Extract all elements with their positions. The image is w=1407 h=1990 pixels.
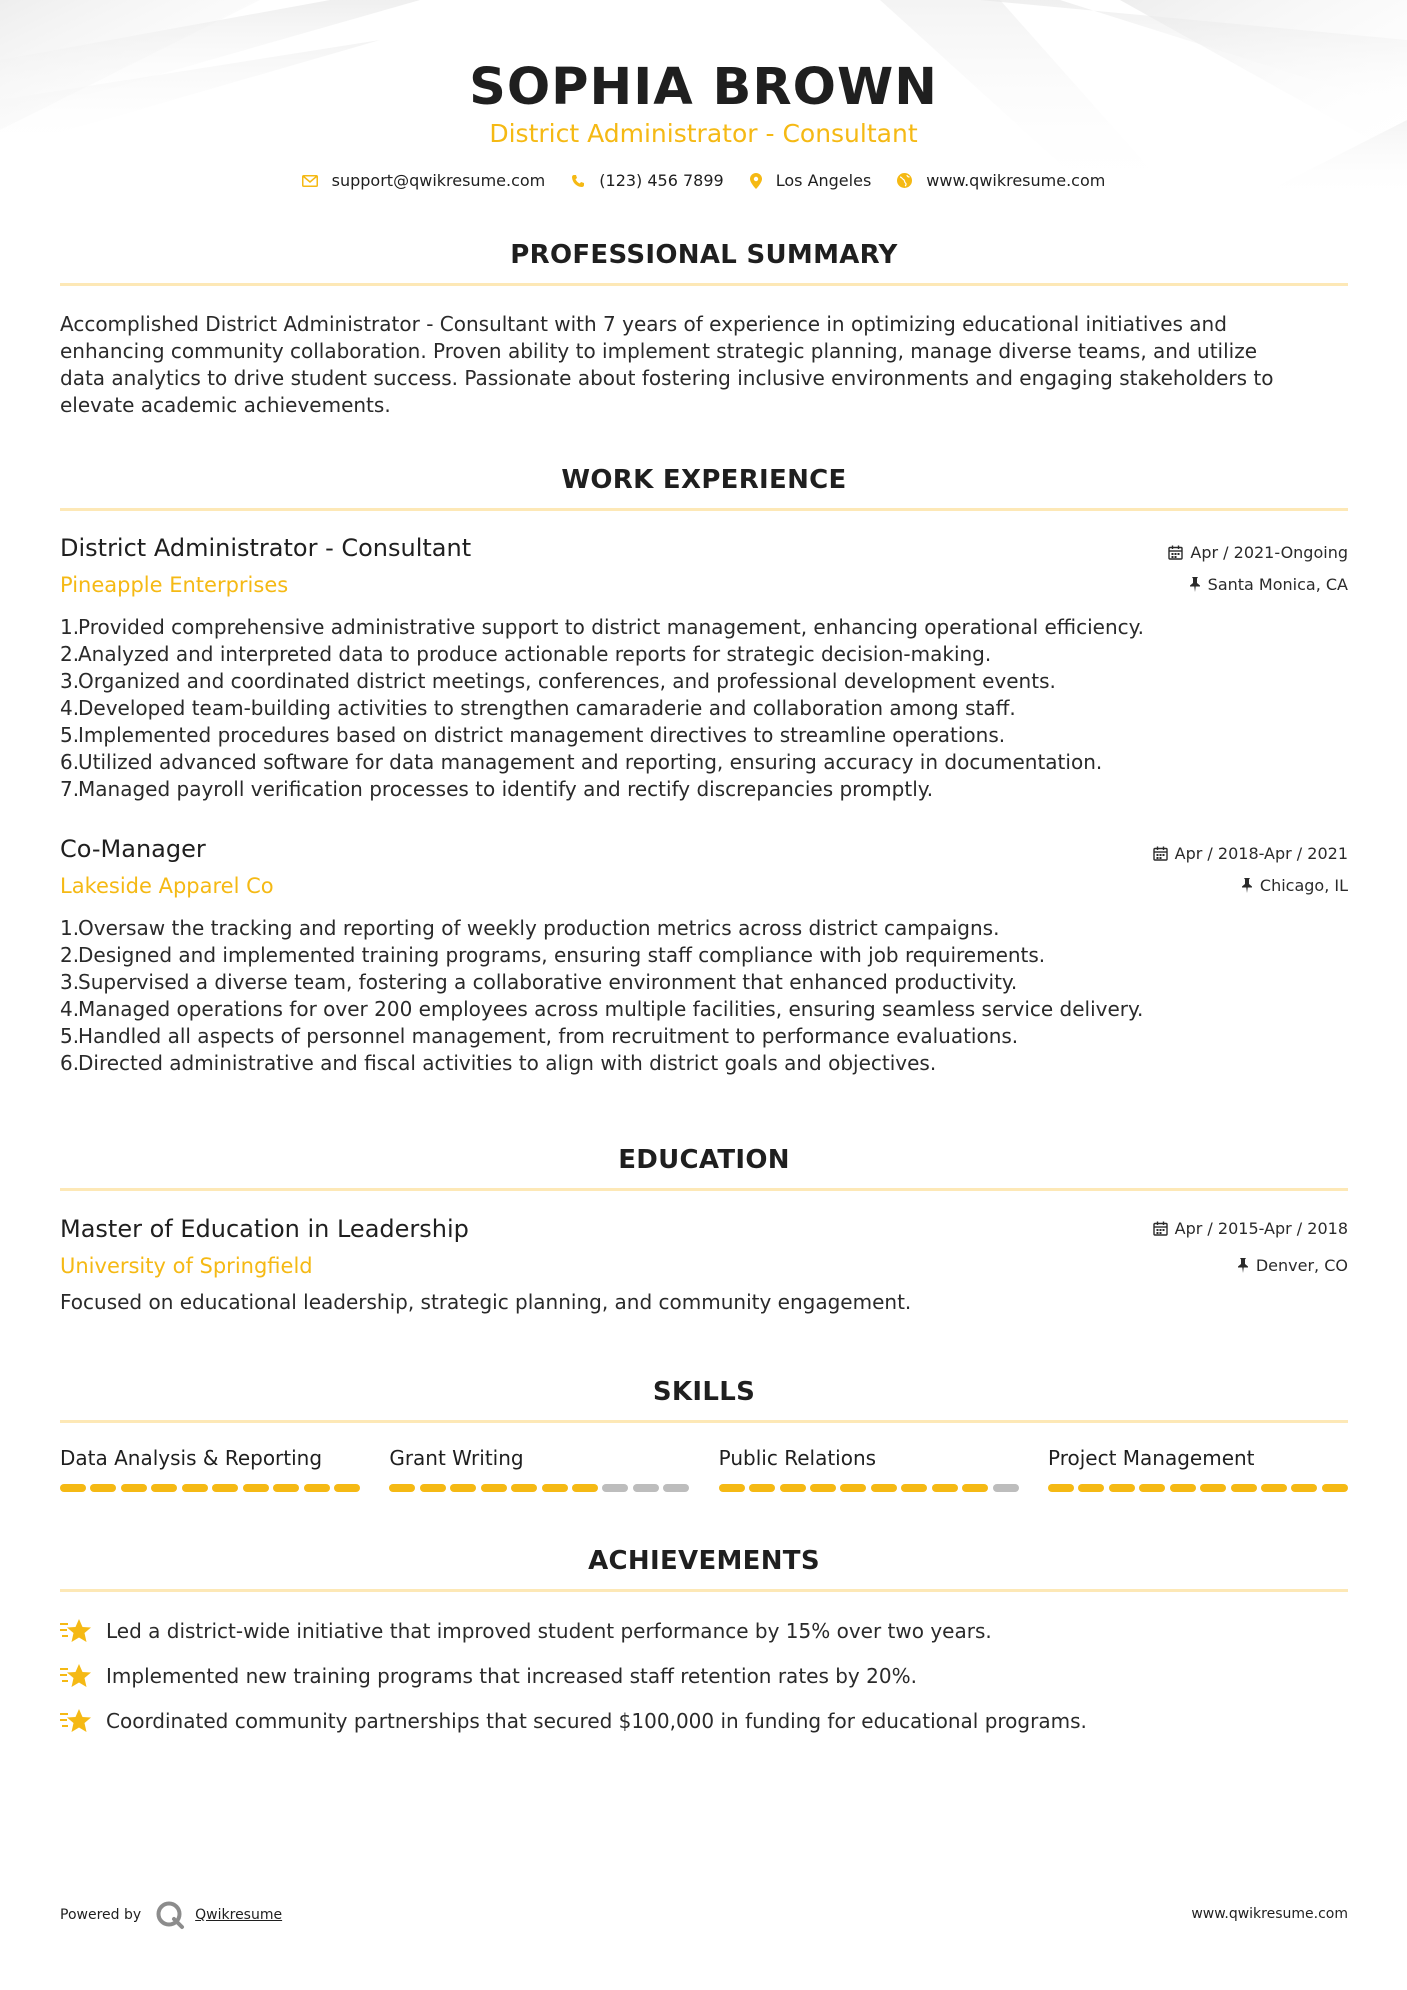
skill-dot-empty xyxy=(993,1484,1019,1492)
section-title-education: EDUCATION xyxy=(618,1145,790,1175)
skill-dot-filled xyxy=(151,1484,177,1492)
skill-dot-filled xyxy=(182,1484,208,1492)
skill-dot-filled xyxy=(719,1484,745,1492)
skill-dot-filled xyxy=(901,1484,927,1492)
list-item: 4. Developed team-building activities to strengthen camaraderie and collaboration among staff. xyxy=(60,696,1016,720)
brand-link[interactable]: Qwikresume xyxy=(195,1907,283,1923)
contact-phone[interactable] xyxy=(571,171,723,190)
achievement-item xyxy=(60,1707,1348,1735)
skill-dot-filled xyxy=(481,1484,507,1492)
bullet-text: Provided comprehensive administrative support to district management, enhancing operational efficiency. xyxy=(78,615,1144,639)
education-date xyxy=(1153,1219,1348,1238)
list-item: 1. Provided comprehensive administrative support to district management, enhancing operational efficiency. xyxy=(60,615,1144,639)
skills-row xyxy=(60,1446,1348,1492)
bullet-text: Managed payroll verification processes to identify and rectify discrepancies promptly. xyxy=(78,777,934,801)
skill-dot-filled xyxy=(420,1484,446,1492)
skill-dot-filled xyxy=(1170,1484,1196,1492)
education-location xyxy=(1237,1256,1348,1275)
skill-dot-filled xyxy=(749,1484,775,1492)
job-date xyxy=(1168,543,1348,562)
summary-line: Accomplished District Administrator - Consultant with 7 years of experience in optimizing educational initiatives and xyxy=(60,312,1227,336)
qwikresume-logo-icon xyxy=(155,1900,185,1930)
list-item: 2. Analyzed and interpreted data to produce actionable reports for strategic decision-making. xyxy=(60,642,992,666)
skill-dot-filled xyxy=(1109,1484,1135,1492)
job-bullet-list xyxy=(60,915,1348,1077)
education-description: Focused on educational leadership, strategic planning, and community engagement. xyxy=(60,1290,912,1314)
skill-dot-filled xyxy=(572,1484,598,1492)
education-location-text: Denver, CO xyxy=(1255,1256,1348,1275)
bullet-text: Designed and implemented training programs, ensuring staff compliance with job requirements. xyxy=(78,943,1046,967)
star-icon xyxy=(60,1707,92,1735)
job-date-text: Apr / 2018-Apr / 2021 xyxy=(1174,844,1348,863)
section-divider xyxy=(60,1589,1348,1592)
footer-website-link[interactable]: www.qwikresume.com xyxy=(1191,1906,1348,1922)
job-location xyxy=(1189,575,1348,594)
calendar-icon xyxy=(1168,545,1183,560)
skill-dot-filled xyxy=(1200,1484,1226,1492)
skill-item xyxy=(389,1446,689,1492)
skill-dot-filled xyxy=(389,1484,415,1492)
list-item: 7. Managed payroll verification processes to identify and rectify discrepancies promptly. xyxy=(60,777,934,801)
bullet-text: Organized and coordinated district meetings, conferences, and professional development events. xyxy=(78,669,1056,693)
skill-dot-empty xyxy=(663,1484,689,1492)
skill-rating xyxy=(1048,1484,1348,1492)
skill-dot-filled xyxy=(810,1484,836,1492)
skill-rating xyxy=(60,1484,360,1492)
summary-line: enhancing community collaboration. Proven ability to implement strategic planning, manage diverse teams, and utilize xyxy=(60,339,1258,363)
envelope-icon xyxy=(302,175,318,187)
globe-icon xyxy=(897,173,912,188)
achievement-text: Coordinated community partnerships that secured $100,000 in funding for educational programs. xyxy=(106,1709,1087,1733)
skill-name: Data Analysis & Reporting xyxy=(60,1446,323,1470)
list-item: 6. Utilized advanced software for data management and reporting, ensuring accuracy in documentation. xyxy=(60,750,1103,774)
job-location xyxy=(1241,876,1348,895)
bullet-text: Implemented procedures based on district management directives to streamline operations. xyxy=(78,723,1006,747)
company-name: Lakeside Apparel Co xyxy=(60,874,274,898)
skill-dot-filled xyxy=(1291,1484,1317,1492)
list-item: 4. Managed operations for over 200 employees across multiple facilities, ensuring seamless service delivery. xyxy=(60,997,1144,1021)
skill-item xyxy=(60,1446,360,1492)
achievement-item xyxy=(60,1617,1348,1645)
list-item: 2. Designed and implemented training programs, ensuring staff compliance with job requirements. xyxy=(60,943,1046,967)
skill-dot-filled xyxy=(243,1484,269,1492)
section-title-skills: SKILLS xyxy=(652,1377,756,1407)
skill-rating xyxy=(389,1484,689,1492)
list-item: 3. Organized and coordinated district meetings, conferences, and professional development events. xyxy=(60,669,1056,693)
contact-location xyxy=(750,171,872,190)
job-title: Co-Manager xyxy=(60,835,206,863)
phone-text: (123) 456 7899 xyxy=(599,171,724,190)
bullet-text: Directed administrative and fiscal activities to align with district goals and objectives. xyxy=(78,1051,937,1075)
email-text: support@qwikresume.com xyxy=(331,171,546,190)
bullet-text: Utilized advanced software for data management and reporting, ensuring accuracy in documentation. xyxy=(78,750,1103,774)
skill-dot-empty xyxy=(602,1484,628,1492)
section-divider xyxy=(60,1188,1348,1191)
skill-name: Grant Writing xyxy=(389,1446,524,1470)
skill-dot-filled xyxy=(121,1484,147,1492)
star-icon xyxy=(60,1617,92,1645)
skill-rating xyxy=(719,1484,1019,1492)
job-location-text: Chicago, IL xyxy=(1259,876,1348,895)
skill-dot-filled xyxy=(90,1484,116,1492)
achievement-text: Implemented new training programs that increased staff retention rates by 20%. xyxy=(106,1664,917,1688)
contact-email[interactable] xyxy=(302,171,546,190)
location-text: Los Angeles xyxy=(775,171,872,190)
section-title-experience: WORK EXPERIENCE xyxy=(561,465,847,495)
skill-dot-filled xyxy=(1078,1484,1104,1492)
job-location-text: Santa Monica, CA xyxy=(1207,575,1348,594)
skill-dot-filled xyxy=(962,1484,988,1492)
skill-dot-filled xyxy=(511,1484,537,1492)
achievement-item xyxy=(60,1662,1348,1690)
section-title-achievements: ACHIEVEMENTS xyxy=(588,1546,820,1576)
skill-dot-filled xyxy=(932,1484,958,1492)
list-item: 1. Oversaw the tracking and reporting of weekly production metrics across district campaigns. xyxy=(60,916,1000,940)
pushpin-icon xyxy=(1189,577,1201,592)
candidate-role: District Administrator - Consultant xyxy=(489,119,918,148)
summary-line: data analytics to drive student success. Passionate about fostering inclusive environments and engaging stakeholders to xyxy=(60,366,1274,390)
skill-dot-filled xyxy=(450,1484,476,1492)
pushpin-icon xyxy=(1241,878,1253,893)
list-item: 3. Supervised a diverse team, fostering a collaborative environment that enhanced productivity. xyxy=(60,970,1018,994)
skill-dot-filled xyxy=(334,1484,360,1492)
calendar-icon xyxy=(1153,846,1168,861)
map-pin-icon xyxy=(750,173,762,189)
skill-dot-filled xyxy=(60,1484,86,1492)
skill-dot-filled xyxy=(1139,1484,1165,1492)
website-text: www.qwikresume.com xyxy=(926,171,1106,190)
summary-line: elevate academic achievements. xyxy=(60,393,391,417)
skill-item xyxy=(719,1446,1019,1492)
skill-dot-empty xyxy=(633,1484,659,1492)
contact-bar xyxy=(0,171,1407,190)
skill-dot-filled xyxy=(1261,1484,1287,1492)
skill-item xyxy=(1048,1446,1348,1492)
skill-dot-filled xyxy=(1048,1484,1074,1492)
section-divider xyxy=(60,508,1348,511)
company-name: Pineapple Enterprises xyxy=(60,573,289,597)
list-item: 6. Directed administrative and fiscal activities to align with district goals and objectives. xyxy=(60,1051,937,1075)
skill-dot-filled xyxy=(273,1484,299,1492)
skill-dot-filled xyxy=(212,1484,238,1492)
skill-dot-filled xyxy=(871,1484,897,1492)
skill-dot-filled xyxy=(1231,1484,1257,1492)
degree-title: Master of Education in Leadership xyxy=(60,1215,469,1243)
candidate-name: SOPHIA BROWN xyxy=(469,58,938,117)
powered-by-label: Powered by xyxy=(60,1907,142,1923)
job-date-text: Apr / 2021-Ongoing xyxy=(1190,543,1348,562)
list-item: 5. Handled all aspects of personnel management, from recruitment to performance evaluations. xyxy=(60,1024,1019,1048)
job-date xyxy=(1153,844,1348,863)
bullet-text: Analyzed and interpreted data to produce actionable reports for strategic decision-making. xyxy=(78,642,992,666)
skill-dot-filled xyxy=(542,1484,568,1492)
section-divider xyxy=(60,283,1348,286)
phone-icon xyxy=(571,174,585,188)
bullet-text: Handled all aspects of personnel management, from recruitment to performance evaluations. xyxy=(78,1024,1019,1048)
calendar-icon xyxy=(1153,1221,1168,1236)
bullet-text: Oversaw the tracking and reporting of weekly production metrics across district campaigns. xyxy=(78,916,1000,940)
list-item: 5. Implemented procedures based on district management directives to streamline operations. xyxy=(60,723,1006,747)
skill-name: Project Management xyxy=(1047,1446,1255,1470)
skill-dot-filled xyxy=(304,1484,330,1492)
footer-branding xyxy=(60,1900,282,1930)
skill-name: Public Relations xyxy=(718,1446,877,1470)
skill-dot-filled xyxy=(780,1484,806,1492)
pushpin-icon xyxy=(1237,1258,1249,1273)
school-name: University of Springfield xyxy=(60,1254,313,1278)
star-icon xyxy=(60,1662,92,1690)
contact-website[interactable] xyxy=(897,171,1105,190)
bullet-text: Managed operations for over 200 employees across multiple facilities, ensuring seamless service delivery. xyxy=(78,997,1144,1021)
job-bullet-list xyxy=(60,614,1348,803)
bullet-text: Developed team-building activities to strengthen camaraderie and collaboration among staff. xyxy=(78,696,1016,720)
skill-dot-filled xyxy=(1322,1484,1348,1492)
section-divider xyxy=(60,1420,1348,1423)
education-date-text: Apr / 2015-Apr / 2018 xyxy=(1174,1219,1348,1238)
skill-dot-filled xyxy=(840,1484,866,1492)
section-title-summary: PROFESSIONAL SUMMARY xyxy=(510,240,898,270)
achievement-text: Led a district-wide initiative that improved student performance by 15% over two years. xyxy=(106,1619,992,1643)
bullet-text: Supervised a diverse team, fostering a collaborative environment that enhanced productivity. xyxy=(78,970,1018,994)
job-title: District Administrator - Consultant xyxy=(60,534,472,562)
summary-text xyxy=(60,311,1348,419)
